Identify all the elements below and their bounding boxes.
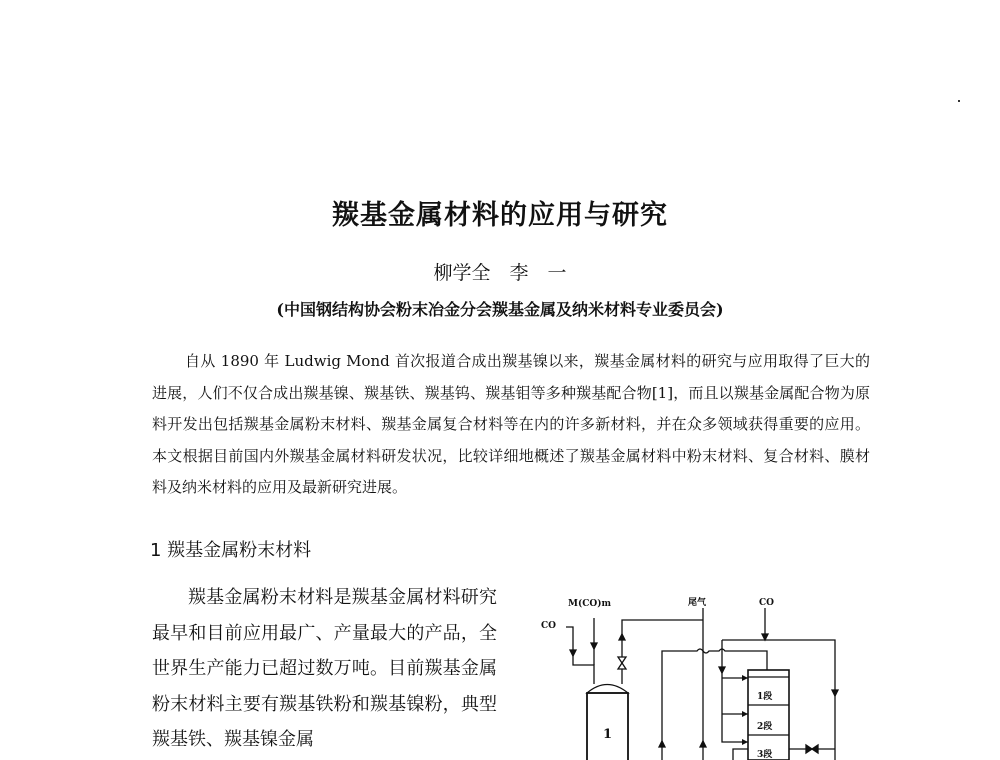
arrow-icon [742,739,748,745]
vessel-number: 1 [603,727,613,742]
arrow-icon [570,650,576,656]
arrow-icon [619,634,625,640]
stage-2-label: 2段 [757,722,773,732]
label-mco: M(CO)m [568,599,612,609]
affiliation: (中国钢结构协会粉末冶金分会羰基金属及纳米材料专业委员会) [276,300,724,319]
arrow-icon [742,675,748,681]
vessel-dome [587,685,628,694]
co-inlet-line [566,627,594,684]
arrow-icon [719,667,725,673]
arrow-icon [742,711,748,717]
abstract-paragraph: 自从 1890 年 Ludwig Mond 首次报道合成出羰基镍以来，羰基金属材料的研究与应用取得了巨大的进展，人们不仅合成出羰基镍、羰基铁、羰基钨、羰基钼等多种羰基配合物[1]，而且以羰基金属配合物为原料开发出包括羰基金属粉末材料、羰基金属复合材料等在内的许多新材料，并在众多领域获得重要的应用。本文根据目前国内外羰基金属材料研发状况，比较详细地概述了羰基金属材料中粉末材料、复合材料、膜材料及纳米材料的应用及最新研究进展。 [152,352,870,496]
stage-3-label: 3段 [757,750,773,760]
section-paragraph: 羰基金属粉末材料是羰基金属材料研究最早和目前应用最广、产量最大的产品，全世界生产能力已超过数万吨。目前羰基金属粉末材料主要有羰基铁粉和羰基镍粉，典型羰基铁、羰基镍金属 [152,587,497,750]
paper-title: 羰基金属材料的应用与研究 [332,200,668,231]
valve-icon [618,657,626,669]
section-heading: 1 羰基金属粉末材料 [150,540,312,561]
arrow-icon [659,741,665,747]
stage-feed-lines [722,640,748,742]
authors: 柳学全 李 一 [433,262,567,284]
arrow-icon [762,634,768,640]
valve-icon [806,745,818,753]
stage-column [748,670,789,760]
stage-1-label: 1段 [757,692,773,702]
label-tail-gas: 尾气 [688,598,707,608]
label-co-left: CO [541,621,557,631]
arrow-icon [700,741,706,747]
label-co-top: CO [759,598,775,608]
arrow-icon [832,690,838,696]
arrow-icon [591,643,597,649]
